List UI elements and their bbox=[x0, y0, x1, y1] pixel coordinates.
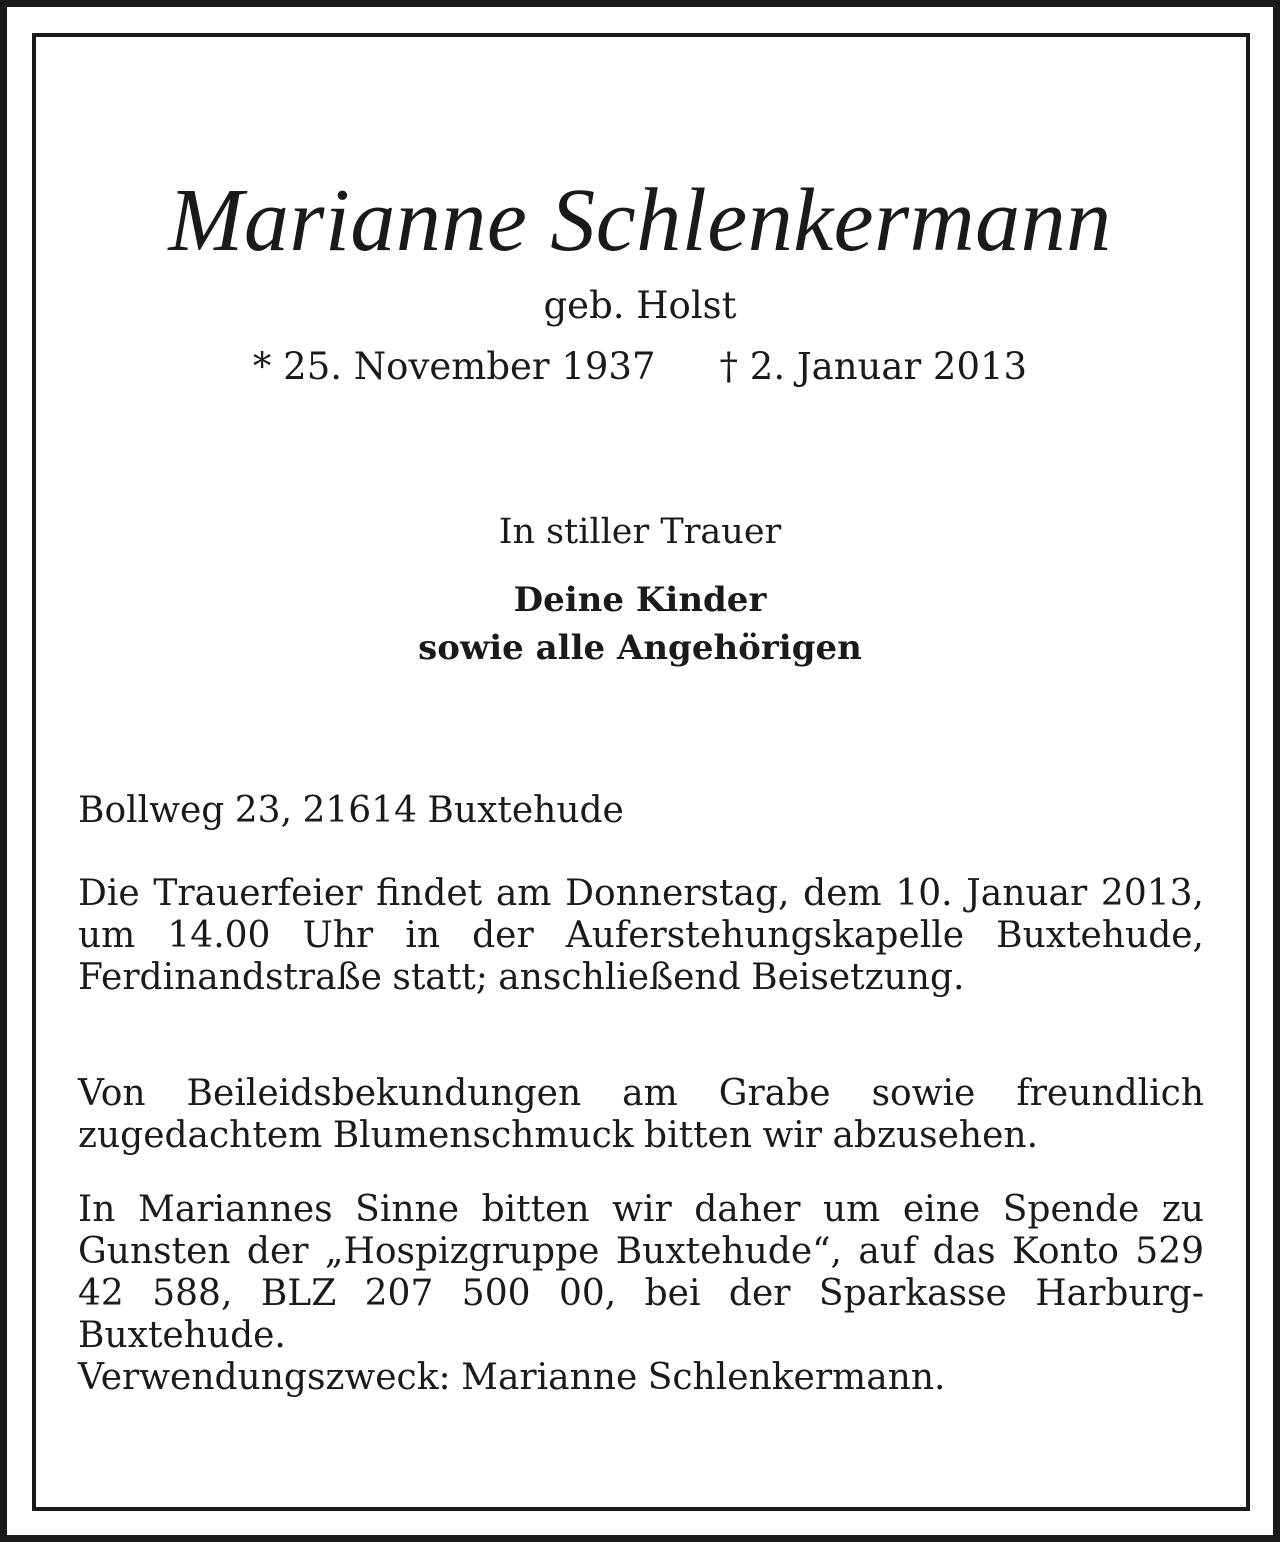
maiden-name: geb. Holst bbox=[543, 284, 737, 327]
death-date: † 2. Januar 2013 bbox=[719, 345, 1028, 388]
life-dates bbox=[0, 343, 1280, 391]
condolences-paragraph: Von Beileidsbekundungen am Grabe sowie freundlich zugedachtem Blumenschmuck bitten wir abzusehen. bbox=[78, 1073, 1204, 1156]
donation-text: In Mariannes Sinne bitten wir daher um eine Spende zu Gunsten der „Hospizgruppe Buxtehude“, auf das Konto 529 42 588, BLZ 207 500 00, bei der Sparkasse Harburg-Buxtehude. bbox=[78, 1189, 1204, 1356]
donation-purpose: Verwendungszweck: Marianne Schlenkermann. bbox=[78, 1357, 946, 1398]
funeral-paragraph: Die Trauerfeier findet am Donnerstag, dem 10. Januar 2013, um 14.00 Uhr in der Auferstehungskapelle Buxtehude, Ferdinandstraße statt; anschließend Beisetzung. bbox=[78, 873, 1204, 998]
donation-paragraph bbox=[78, 1189, 1204, 1399]
deceased-name: Marianne Schlenkermann bbox=[168, 171, 1112, 270]
mourners-line-1: Deine Kinder bbox=[513, 580, 767, 620]
mourners-line-2: sowie alle Angehörigen bbox=[418, 628, 862, 668]
mourning-line: In stiller Trauer bbox=[498, 512, 782, 552]
address: Bollweg 23, 21614 Buxtehude bbox=[78, 790, 624, 831]
mourners bbox=[0, 576, 1280, 672]
birth-date: * 25. November 1937 bbox=[252, 345, 656, 388]
